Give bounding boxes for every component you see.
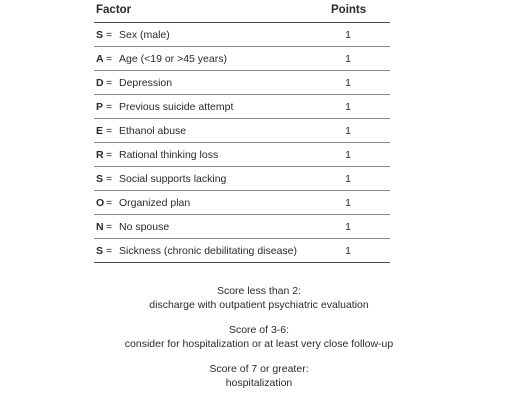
table-row [94,239,390,263]
note-text: hospitalization [225,377,293,389]
table-row [94,215,390,239]
table-row [94,167,390,191]
note-heading: Score of 7 or greater: [209,363,309,375]
equals-sign: = [106,149,113,161]
note-low-score [0,284,518,312]
equals-sign: = [106,173,113,185]
table-body [94,23,390,263]
factor-label: Depression [119,77,173,89]
factor-letter: O [96,197,105,209]
points-value: 1 [345,77,351,89]
score-notes [0,284,518,401]
sad-persons-table [94,4,390,263]
points-value: 1 [345,245,351,257]
points-value: 1 [345,101,351,113]
factor-letter: P [96,101,104,113]
equals-sign: = [106,101,113,113]
points-value: 1 [345,173,351,185]
factor-label: Social supports lacking [119,173,227,185]
factor-label: Age (<19 or >45 years) [119,53,227,65]
table-row [94,47,390,71]
points-value: 1 [345,221,351,233]
factor-label: Previous suicide attempt [119,101,234,113]
factor-letter: S [96,245,104,257]
points-column-header: Points [331,4,367,16]
note-high-score [0,362,518,390]
equals-sign: = [106,125,113,137]
equals-sign: = [106,245,113,257]
factor-letter: S [96,29,104,41]
equals-sign: = [106,53,113,65]
table-header [94,4,390,23]
factor-letter: S [96,173,104,185]
factor-letter: E [96,125,104,137]
factor-letter: R [96,149,104,161]
table-row [94,143,390,167]
equals-sign: = [106,29,113,41]
equals-sign: = [106,197,113,209]
table-row [94,95,390,119]
factor-letter: N [96,221,104,233]
factor-label: No spouse [119,221,170,233]
note-mid-score [0,323,518,351]
factor-column-header: Factor [96,4,132,16]
factor-label: Sex (male) [119,29,170,41]
points-value: 1 [345,149,351,161]
factor-label: Rational thinking loss [119,149,219,161]
note-text: consider for hospitalization or at least very close follow-up [124,338,394,350]
table-row [94,191,390,215]
table-row [94,23,390,47]
factor-label: Ethanol abuse [119,125,187,137]
table-row [94,71,390,95]
note-heading: Score of 3-6: [228,324,290,336]
note-heading: Score less than 2: [216,285,302,297]
points-value: 1 [345,197,351,209]
factor-label: Organized plan [119,197,191,209]
equals-sign: = [106,77,113,89]
factor-letter: D [96,77,104,89]
points-value: 1 [345,53,351,65]
equals-sign: = [106,221,113,233]
points-value: 1 [345,29,351,41]
points-value: 1 [345,125,351,137]
note-text: discharge with outpatient psychiatric evaluation [149,299,369,311]
factor-label: Sickness (chronic debilitating disease) [119,245,298,257]
factor-letter: A [96,53,104,65]
table-row [94,119,390,143]
